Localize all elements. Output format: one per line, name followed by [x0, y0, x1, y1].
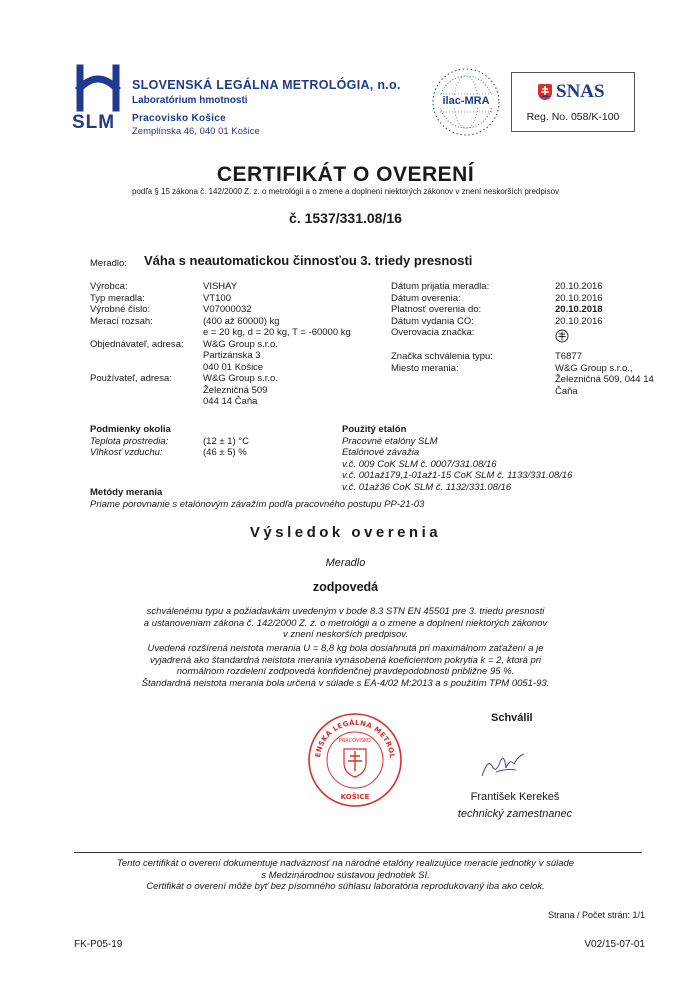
value-customer-name: W&G Group s.r.o. — [203, 338, 278, 350]
snas-emblem — [538, 84, 552, 100]
paragraph-line: v znení neskorších predpisov. — [283, 629, 408, 640]
value-customer-city: 040 01 Košice — [203, 361, 264, 373]
ilac-mra-logo — [430, 66, 502, 138]
page-count: Strana / Počet strán: 1/1 — [547, 910, 645, 920]
condition-temperature — [90, 436, 340, 448]
value-verified: 20.10.2016 — [555, 292, 603, 304]
value-user-city: 044 14 Čaňa — [203, 396, 258, 407]
paragraph-line: Štandardná neistota merania bola určená v súlade s EA-4/02 M:2013 a s použitím TPM 0051-93. — [141, 677, 550, 689]
label-measurement-place: Miesto merania: — [391, 362, 459, 374]
seal-top-text: ENSKÁ LEGÁLNA METROL — [314, 718, 396, 759]
snas-label: SNAS — [556, 81, 605, 102]
footer-divider — [74, 852, 642, 853]
result-paragraph-2 — [90, 643, 601, 689]
ilac-mra-label: ilac-MRA — [436, 95, 496, 108]
legal-basis: podľa § 15 zákona č. 142/2000 Z. z. o metrológii a o zmene a doplnení niektorých zákonov v znení neskorších predpisov — [131, 187, 560, 196]
right-field-values — [555, 281, 645, 327]
seal-bottom-text: KOŠICE — [340, 793, 370, 801]
temperature-value: (12 ± 1) °C — [203, 435, 249, 447]
right-field-labels — [391, 281, 551, 339]
slm-logo-icon — [70, 64, 126, 114]
conditions-heading: Podmienky okolia — [90, 424, 171, 435]
certificate-number: č. 1537/331.08/16 — [289, 210, 402, 226]
value-manufacturer: VISHAY — [203, 281, 238, 292]
label-verified: Dátum overenia: — [391, 292, 461, 304]
label-type-approval: Značka schválenia typu: — [391, 351, 493, 362]
result-paragraph-1 — [90, 606, 601, 641]
left-field-labels — [90, 281, 200, 385]
humidity-value: (46 ± 5) % — [203, 447, 247, 458]
paragraph-line: schválenému typu a požiadavkám uvedeným v bode 8.3 STN EN 45501 pre 3. triedu presnosti — [146, 606, 545, 617]
value-serial: V07000032 — [203, 304, 252, 315]
slm-logo — [70, 64, 126, 136]
value-type-approval: T6877 — [555, 351, 582, 362]
value-range-detail: e = 20 kg, d = 20 kg, T = -60000 kg — [203, 327, 351, 338]
conditions-section — [90, 424, 340, 459]
label-type: Typ meradla: — [90, 292, 145, 304]
seal-inner-text: PRACOVISKO — [339, 738, 371, 744]
slovak-cross-icon — [538, 84, 552, 100]
paragraph-line: Uvedená rozšírená neistota merania U = 8,8 kg bola dosiahnutá pri maximálnom zaťažení a je — [147, 643, 544, 654]
label-issued: Dátum vydania CO: — [391, 315, 474, 327]
office-name: Pracovisko Košice — [132, 113, 227, 124]
footer-line: Certifikát o overení môže byť bez písomného súhlasu laboratória reprodukovaný iba ako celok. — [146, 881, 545, 892]
label-verification-mark: Overovacia značka: — [391, 327, 475, 338]
label-valid-until: Platnosť overenia do: — [391, 304, 482, 315]
snas-accreditation-box — [511, 72, 635, 132]
value-range: (400 až 60000) kg — [203, 315, 280, 327]
condition-humidity — [90, 447, 340, 459]
value-user-name: W&G Group s.r.o. — [203, 373, 278, 384]
standard-line: Etalónové závažia — [342, 447, 420, 458]
seal-stamp-icon — [306, 711, 404, 809]
document-version: V02/15-07-01 — [584, 939, 645, 950]
paragraph-line: normálnom rozdelení zodpovedá konfidenčnej pravdepodobnosti približne 95 %. — [176, 666, 515, 677]
signature — [478, 748, 528, 782]
value-user-street: Železničná 509 — [203, 384, 268, 396]
methods-text: Priame porovnanie s etalónovým závažím podľa pracovného postupu PP-21-03 — [90, 498, 425, 510]
snas-reg-number: Reg. No. 058/K-100 — [526, 111, 620, 123]
approval-label: Schválil — [491, 712, 533, 724]
left-field-values — [203, 281, 403, 408]
approver-role: technický zamestnanec — [457, 808, 573, 820]
instrument-label: Meradlo: — [90, 258, 127, 269]
label-customer: Objednávateľ, adresa: — [90, 338, 184, 350]
result-heading: Výsledok overenia — [249, 524, 442, 541]
label-manufacturer: Výrobca: — [90, 281, 128, 292]
approver-name: František Kerekeš — [470, 791, 560, 803]
footer-notice — [90, 858, 601, 893]
slm-logo-text: SLM — [72, 112, 116, 133]
standard-line: v.č. 001až179,1-01až1-15 CoK SLM č. 1133/331.08/16 — [342, 470, 573, 481]
methods-heading: Metódy merania — [90, 487, 163, 498]
paragraph-line: vyjadrená ako štandardná neistota merania vynásobená koeficientom pokrytia k = 2, ktorá pri — [149, 654, 542, 666]
label-received: Dátum prijatia meradla: — [391, 281, 490, 292]
verification-mark-icon — [555, 329, 569, 343]
certificate-title: CERTIFIKÁT O OVERENÍ — [216, 163, 475, 186]
value-valid-until: 20.10.2018 — [555, 304, 603, 315]
result-verdict: zodpovedá — [312, 580, 379, 594]
lab-name: Laboratórium hmotnosti — [132, 95, 248, 106]
right-field2-labels — [391, 351, 551, 374]
standard-line: v.č. 01až36 CoK SLM č. 1132/331.08/16 — [342, 481, 512, 493]
standard-line: Pracovné etalóny SLM — [342, 435, 438, 447]
instrument-name: Váha s neautomatickou činnosťou 3. triedy presnosti — [144, 253, 473, 268]
value-customer-street: Partizánska 3 — [203, 350, 261, 361]
office-address: Zemplínska 46, 040 01 Košice — [132, 126, 260, 137]
label-user: Používateľ, adresa: — [90, 373, 172, 384]
value-place-1: W&G Group s.r.o., — [555, 362, 633, 374]
humidity-label: Vlhkosť vzduchu: — [90, 447, 163, 458]
value-place-3: Čaňa — [555, 385, 578, 397]
value-place-2: Železničná 509, 044 14 — [555, 374, 654, 385]
standard-section — [342, 424, 642, 493]
form-code: FK-P05-19 — [74, 939, 123, 950]
value-received: 20.10.2016 — [555, 281, 603, 292]
methods-section — [90, 487, 590, 510]
temperature-label: Teplota prostredia: — [90, 435, 169, 447]
label-serial: Výrobné číslo: — [90, 304, 151, 315]
result-subject: Meradlo — [325, 557, 366, 569]
org-name: SLOVENSKÁ LEGÁLNA METROLÓGIA, n.o. — [132, 78, 401, 92]
standard-line: v.č. 009 CoK SLM č. 0007/331.08/16 — [342, 458, 497, 470]
label-range: Merací rozsah: — [90, 315, 153, 327]
value-issued: 20.10.2016 — [555, 315, 603, 327]
footer-line: s Medzinárodnou sústavou jednotiek SI. — [261, 869, 430, 881]
official-seal — [306, 711, 404, 809]
footer-line: Tento certifikát o overení dokumentuje nadväznosť na národné etalóny realizujúce meracie jednotky v súlade — [116, 858, 575, 869]
value-type: VT100 — [203, 292, 231, 304]
right-field2-values — [555, 351, 665, 397]
standard-heading: Použitý etalón — [342, 424, 407, 435]
svg-text:SLOVENSKÁ LEGÁLNA METROLÓGIA — [306, 711, 396, 759]
paragraph-line: a ustanoveniam zákona č. 142/2000 Z. z. o metrológii a o zmene a doplnení niektorých zákonov — [143, 617, 548, 629]
handwritten-signature-icon — [478, 748, 528, 782]
